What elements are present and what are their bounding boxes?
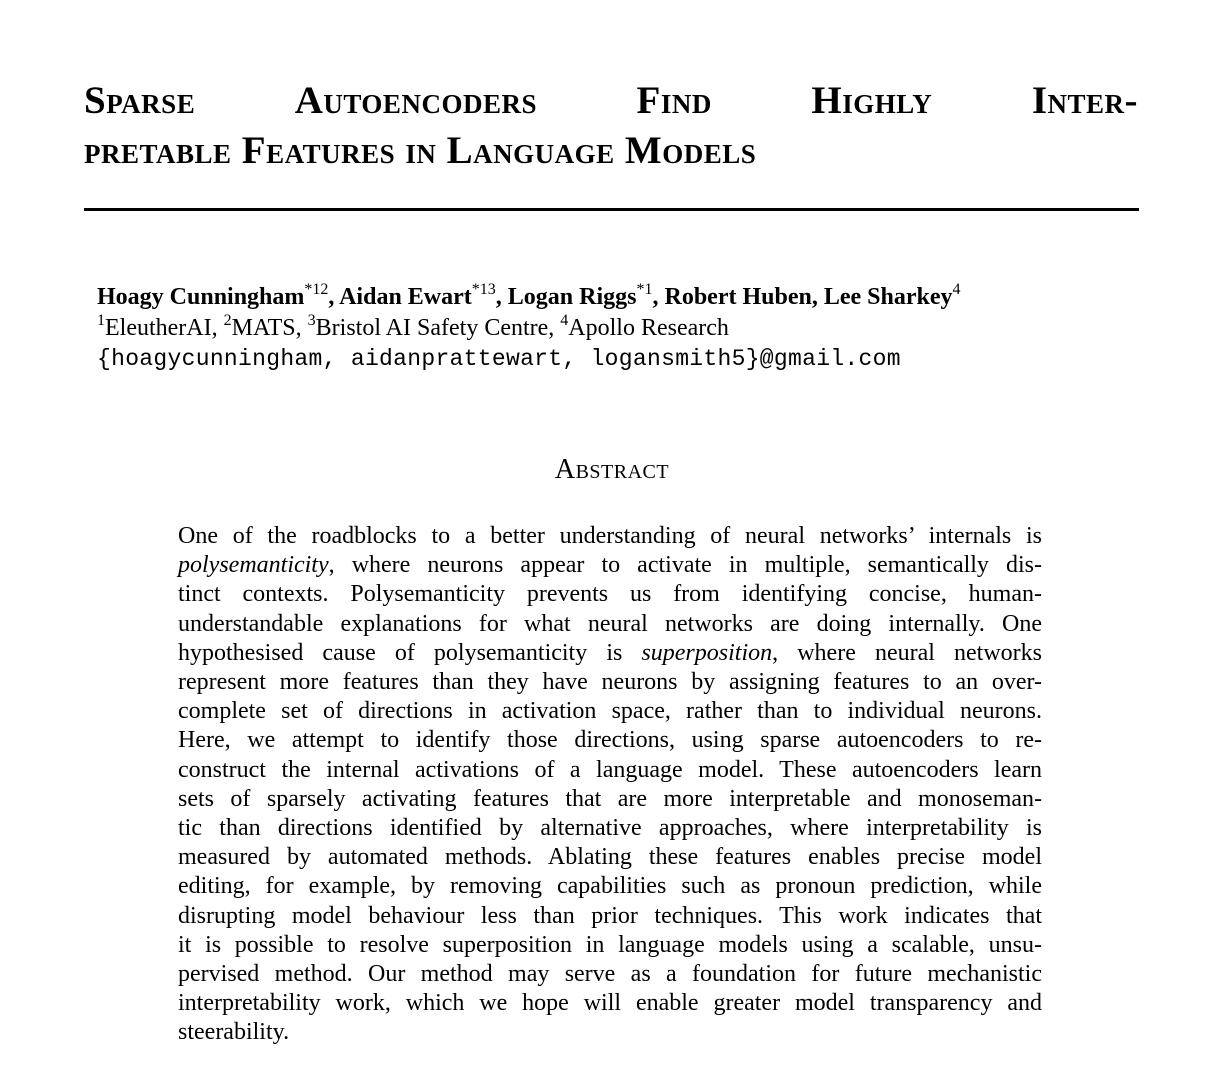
author-marker: *1 bbox=[636, 281, 653, 298]
author-separator: , bbox=[328, 284, 340, 310]
abstract-line bbox=[178, 668, 1042, 697]
affiliation-separator: , bbox=[548, 315, 561, 341]
abstract-line bbox=[178, 522, 1042, 551]
title-word: Inter- bbox=[1031, 79, 1138, 122]
author-marker: 4 bbox=[952, 281, 961, 298]
abstract-line bbox=[178, 639, 1042, 668]
affiliation-name: MATS bbox=[231, 315, 296, 341]
author-block bbox=[97, 282, 1137, 375]
abstract-text: hypothesised cause of polysemanticity is bbox=[178, 639, 642, 666]
abstract-line bbox=[178, 960, 1042, 989]
abstract-line bbox=[178, 610, 1042, 639]
affiliation-marker: 4 bbox=[560, 312, 569, 329]
abstract-text: steerability. bbox=[178, 1019, 290, 1046]
emphasized-term: superposition bbox=[641, 639, 773, 666]
title-word: Find bbox=[636, 79, 712, 122]
abstract-text: One of the roadblocks to a better understanding of neural networks’ internals is bbox=[178, 523, 1042, 549]
abstract-line bbox=[178, 872, 1042, 901]
abstract-line bbox=[178, 785, 1042, 814]
paper-title bbox=[84, 76, 1138, 176]
author-marker: *12 bbox=[304, 281, 329, 298]
affiliation-name: EleutherAI bbox=[105, 315, 212, 341]
affiliation-marker: 2 bbox=[223, 312, 232, 329]
affiliation-separator: , bbox=[295, 315, 308, 341]
abstract-text: interpretability work, which we hope will enable greater model transparency and bbox=[178, 990, 1042, 1017]
affiliation-marker: 3 bbox=[307, 312, 316, 329]
abstract-text: construct the internal activations of a language model. These autoencoders learn bbox=[178, 756, 1042, 783]
abstract-text: , where neurons appear to activate in multiple, semantically dis- bbox=[328, 552, 1042, 579]
abstract-line bbox=[178, 931, 1042, 960]
affiliation-marker: 1 bbox=[97, 312, 105, 329]
abstract-text: tinct contexts. Polysemanticity prevents us from identifying concise, human- bbox=[178, 581, 1042, 608]
abstract-line bbox=[178, 551, 1042, 580]
abstract-line bbox=[178, 726, 1042, 755]
abstract-body bbox=[178, 522, 1042, 1048]
author-name: Hoagy Cunningham bbox=[97, 284, 305, 310]
abstract-text: disrupting model behaviour less than prior techniques. This work indicates that bbox=[178, 902, 1042, 929]
abstract-text: editing, for example, by removing capabilities such as pronoun prediction, while bbox=[178, 873, 1042, 900]
abstract-line bbox=[178, 697, 1042, 726]
title-word: pretable Features in Language Models bbox=[84, 129, 757, 172]
affiliations bbox=[97, 313, 1137, 344]
emphasized-term: polysemanticity bbox=[178, 552, 329, 579]
abstract-text: complete set of directions in activation space, rather than to individual neurons. bbox=[178, 698, 1042, 725]
affiliation-separator: , bbox=[211, 315, 224, 341]
abstract-text: represent more features than they have neurons by assigning features to an over- bbox=[178, 669, 1042, 696]
title-rule bbox=[84, 208, 1139, 211]
abstract-text: Here, we attempt to identify those directions, using sparse autoencoders to re- bbox=[178, 727, 1042, 754]
abstract-text: , where neural networks bbox=[772, 639, 1043, 666]
abstract-text: tic than directions identified by alternative approaches, where interpretability is bbox=[178, 815, 1042, 842]
abstract-line bbox=[178, 902, 1042, 931]
abstract-text: pervised method. Our method may serve as a foundation for future mechanistic bbox=[178, 961, 1042, 988]
author-name: Aidan Ewart bbox=[339, 284, 472, 310]
affiliation-name: Bristol AI Safety Centre bbox=[315, 315, 549, 341]
author-separator: , bbox=[652, 284, 665, 310]
author-names bbox=[97, 282, 1137, 313]
title-word: Sparse bbox=[84, 79, 196, 122]
abstract-line bbox=[178, 843, 1042, 872]
title-word: Autoencoders bbox=[294, 79, 537, 122]
author-separator: , bbox=[495, 284, 508, 310]
abstract-heading: Abstract bbox=[554, 454, 670, 485]
title-word: Highly bbox=[811, 79, 933, 122]
abstract-text: it is possible to resolve superposition in language models using a scalable, unsu- bbox=[178, 931, 1042, 958]
abstract-text: measured by automated methods. Ablating these features enables precise model bbox=[178, 844, 1042, 871]
author-name: Lee Sharkey bbox=[823, 284, 953, 310]
author-name: Logan Riggs bbox=[507, 284, 637, 310]
abstract-line bbox=[178, 756, 1042, 785]
abstract-line bbox=[178, 989, 1042, 1018]
author-marker: *13 bbox=[471, 281, 496, 298]
title-line-2 bbox=[84, 126, 1138, 176]
author-separator: , bbox=[811, 284, 824, 310]
author-name: Robert Huben bbox=[664, 284, 812, 310]
title-line-1 bbox=[84, 76, 1138, 126]
abstract-line bbox=[178, 814, 1042, 843]
abstract-line bbox=[178, 580, 1042, 609]
abstract-line bbox=[178, 1018, 1042, 1047]
abstract-text: sets of sparsely activating features that are more interpretable and monoseman- bbox=[178, 785, 1042, 812]
abstract-text: understandable explanations for what neural networks are doing internally. One bbox=[178, 610, 1042, 637]
author-emails[interactable]: {hoagycunningham, aidanprattewart, logansmith5}@gmail.com bbox=[97, 346, 901, 372]
affiliation-name: Apollo Research bbox=[568, 315, 729, 341]
